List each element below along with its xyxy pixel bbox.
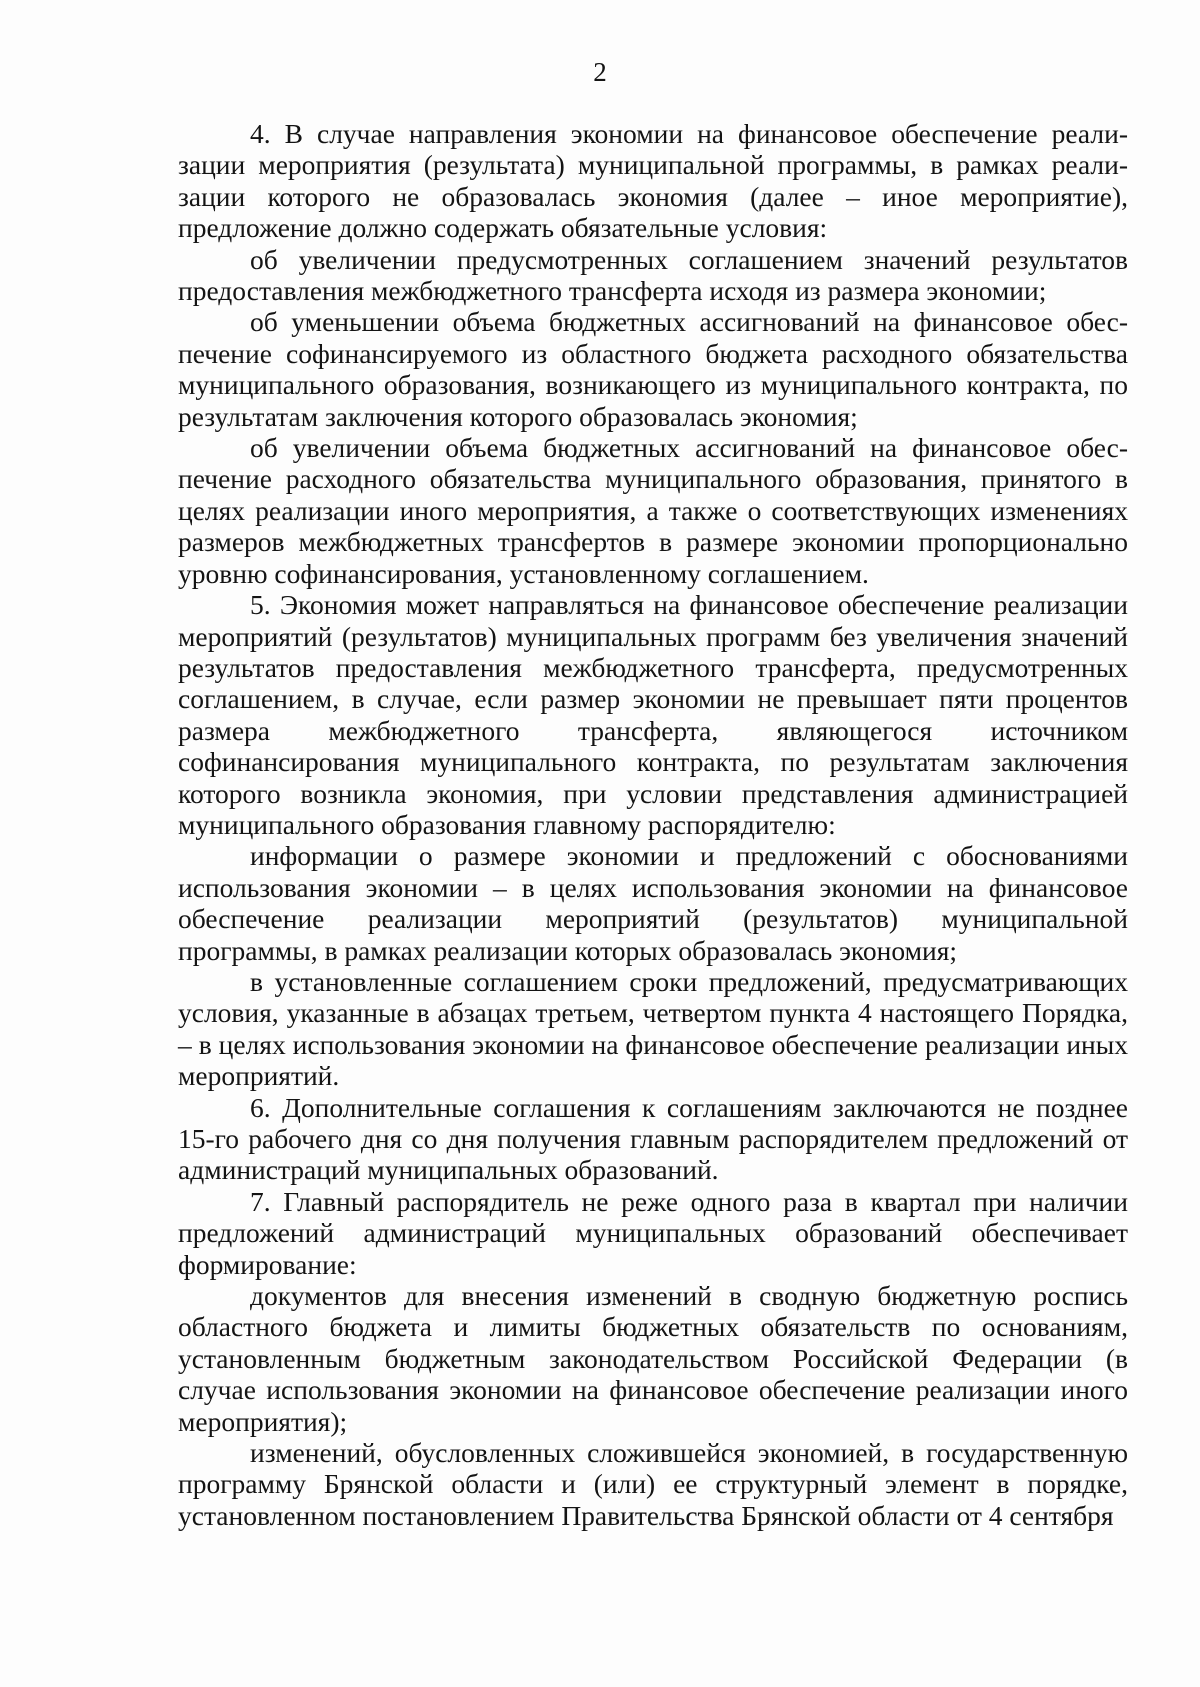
- document-body: [178, 118, 1128, 1531]
- paragraph-5-intro: 5. Экономия может направляться на финансовое обеспечение реализации мероприятий (результатов) муниципальных программ без увеличения значений результатов предоставления межбюджетного трансферта, предусмотренных соглашением, в случае, если размер экономии не превышает пяти процентов размера межбюджетного трансферта, являющегося источником софинансирования муниципального контракта, по результатам заключения которого возникла экономия, при условии представления администрацией муниципального образования главному распорядителю:: [178, 589, 1128, 840]
- paragraph-5-item-2: в установленные соглашением сроки предложений, предусматривающих условия, указанные в абзацах третьем, четвертом пункта 4 настоящего Порядка, – в целях использования экономии на финансовое обеспечение реализации иных мероприятий.: [178, 965, 1128, 1092]
- paragraph-4-intro: 4. В случае направления экономии на финансовое обеспечение реализации мероприятия (результата) муниципальной программы, в рамках реализации которого не образовалась экономия (далее – иное мероприятие), предложение должно содержать обязательные условия:: [178, 118, 1128, 244]
- paragraph-4-condition-1: об увеличении предусмотренных соглашением значений результатов предоставления межбюджетного трансферта исходя из размера экономии;: [178, 243, 1128, 307]
- paragraph-5-item-1: информации о размере экономии и предложений с обоснованиями использования экономии – в целях использования экономии на финансовое обеспечение реализации мероприятий (результатов) муниципальной программы, в рамках реализации которых образовалась экономия;: [178, 840, 1128, 966]
- paragraph-4-condition-3: об увеличении объема бюджетных ассигнований на финансовое обеспечение расходного обязательства муниципального образования, принятого в целях реализации иного мероприятия, а также о соответствующих изменениях размеров межбюджетных трансфертов в размере экономии пропорционально уровню софинансирования, установленному соглашением.: [178, 432, 1128, 589]
- paragraph-6: 6. Дополнительные соглашения к соглашениям заключаются не позднее 15-го рабочего дня со дня получения главным распорядителем предложений от администраций муниципальных образований.: [178, 1091, 1128, 1186]
- paragraph-7-intro: 7. Главный распорядитель не реже одного раза в квартал при наличии предложений администраций муниципальных образований обеспечивает формирование:: [178, 1185, 1128, 1280]
- page-number: 2: [593, 57, 607, 87]
- paragraph-4-condition-2: об уменьшении объема бюджетных ассигнований на финансовое обеспечение софинансируемого из областного бюджета расходного обязательства муниципального образования, возникающего из муниципального контракта, по результатам заключения которого образовалась экономия;: [178, 306, 1128, 432]
- paragraph-7-item-1: документов для внесения изменений в сводную бюджетную роспись областного бюджета и лимиты бюджетных обязательств по основаниям, установленным бюджетным законодательством Российской Федерации (в случае использования экономии на финансовое обеспечение реализации иного мероприятия);: [178, 1280, 1128, 1437]
- paragraph-7-item-2: изменений, обусловленных сложившейся экономией, в государственную программу Брянской области и (или) ее структурный элемент в порядке, установленном постановлением Правительства Брянской области от 4 сентября: [178, 1437, 1128, 1531]
